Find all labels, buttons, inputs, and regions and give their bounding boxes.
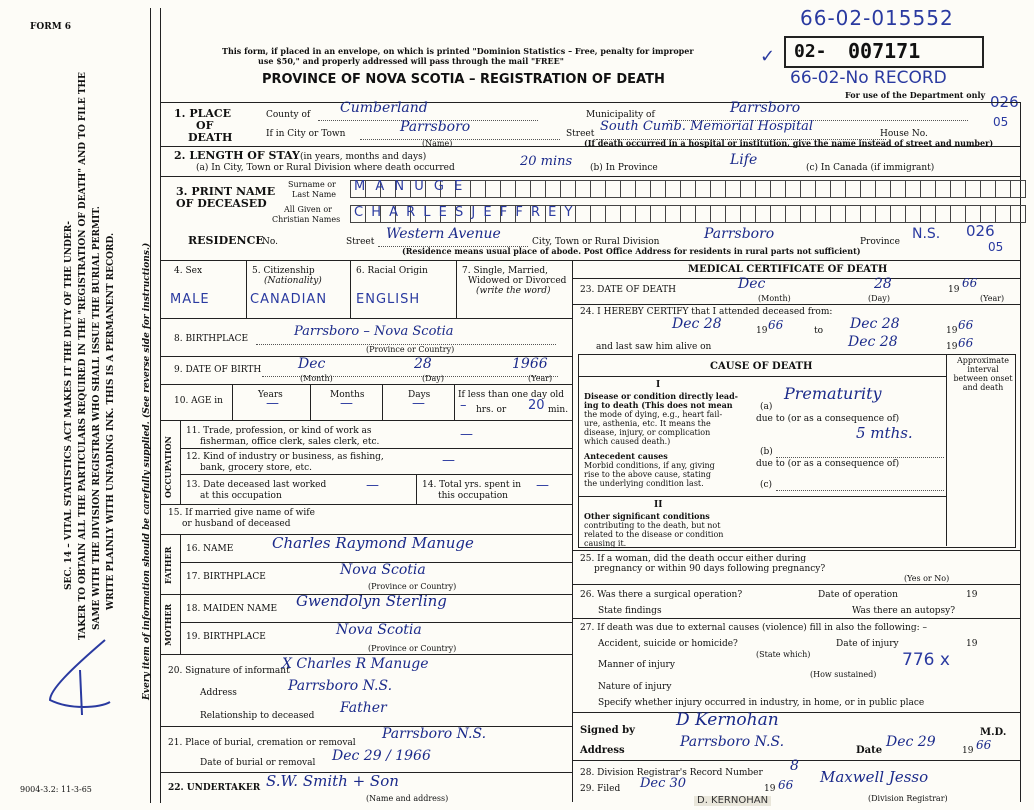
- cause-a-interval: 5 mths.: [856, 424, 913, 442]
- dob-day-hint: (Day): [422, 374, 444, 383]
- stay-sub: (in years, months and days): [300, 152, 427, 162]
- residence-city-label: City, Town or Rural Division: [532, 237, 660, 247]
- undertaker-label: 22. UNDERTAKER: [168, 783, 261, 793]
- last-saw-value: Dec 28: [848, 334, 898, 350]
- due-to-2: due to (or as a consequence of): [756, 459, 900, 469]
- age-months-label: Months: [330, 390, 365, 400]
- stay-b-value: Life: [730, 152, 758, 168]
- street-label: Street: [566, 129, 595, 139]
- other-1: Other significant conditions: [584, 511, 710, 521]
- father-birthplace-label: 17. BIRTHPLACE: [186, 572, 266, 582]
- sig-date-year: 66: [976, 738, 992, 752]
- dob-month-hint: (Month): [300, 374, 333, 383]
- cause-c-line: [776, 490, 944, 491]
- father-side-div: [180, 534, 181, 594]
- state-which: (State which): [756, 650, 811, 659]
- place-label-3: DEATH: [188, 131, 233, 144]
- q23-label: 23. DATE OF DEATH: [580, 285, 676, 295]
- cause-b-label: (b): [760, 447, 773, 457]
- county-label: County of: [266, 110, 311, 120]
- other-4: causing it.: [584, 539, 627, 548]
- reg-prefix: 02-: [794, 41, 827, 62]
- autopsy-label: Was there an autopsy?: [852, 606, 956, 616]
- attend-to: Dec 28: [850, 316, 900, 332]
- birthplace-hint: (Province or Country): [366, 345, 455, 354]
- age-div-2: [310, 384, 311, 420]
- attend-from: Dec 28: [672, 316, 722, 332]
- informant-address-value: Parrsboro N.S.: [288, 678, 393, 694]
- sig-date-label: Date: [856, 745, 883, 756]
- q13-dash: —: [366, 478, 379, 493]
- q11-dash: —: [460, 427, 473, 442]
- mother-maiden-label: 18. MAIDEN NAME: [186, 604, 278, 614]
- frame-top: [160, 102, 1020, 103]
- row-divider-3: [160, 260, 1020, 261]
- surname-value: M A N U G E: [354, 179, 466, 194]
- side-scribble: [30, 630, 120, 720]
- antecedent-4: the underlying condition last.: [584, 479, 704, 488]
- cause-a-label: (a): [760, 402, 773, 412]
- age-months-dash: —: [340, 396, 353, 411]
- injury-date-label: Date of injury: [836, 639, 899, 649]
- interval-div: [946, 354, 947, 546]
- handwritten-reference: 66-02-No RECORD: [790, 68, 947, 88]
- informant-address-label: Address: [200, 688, 237, 698]
- dob-label: 9. DATE OF BIRTH: [174, 365, 262, 375]
- row-divider-6: [160, 384, 572, 385]
- mother-side-label: MOTHER: [163, 603, 173, 646]
- hospital-note: (If death occurred in a hospital or institution, give the name instead of street and number): [584, 138, 994, 148]
- age-div-1: [232, 384, 233, 420]
- op-date-prefix: 19: [966, 590, 978, 600]
- q26-label: 26. Was there a surgical operation?: [580, 590, 743, 600]
- q14-dash: —: [536, 478, 549, 493]
- manner-label: Manner of injury: [598, 660, 675, 670]
- other-3: related to the disease or condition: [584, 530, 724, 539]
- burial-place-label: 21. Place of burial, cremation or removal: [168, 738, 356, 748]
- age-label: 10. AGE in: [174, 396, 223, 406]
- envelope-note-1: This form, if placed in an envelope, on which is printed "Dominion Statistics – Free, penalty for improper: [222, 46, 694, 56]
- father-birthplace-hint: (Province or Country): [368, 582, 457, 591]
- undertaker-value: S.W. Smith + Son: [266, 772, 399, 790]
- given-label-1: All Given or: [284, 205, 332, 214]
- sex-label: 4. Sex: [174, 266, 203, 276]
- birthplace-label: 8. BIRTHPLACE: [174, 334, 249, 344]
- cause-a-value: Prematurity: [784, 384, 882, 403]
- q14-line-2: this occupation: [438, 491, 508, 501]
- q12-line-1: 12. Kind of industry or business, as fishing,: [186, 452, 384, 462]
- marital-label-3: (write the word): [476, 286, 551, 296]
- informant-sig-label: 20. Signature of informant: [168, 666, 290, 676]
- q25-hint: (Yes or No): [904, 574, 950, 583]
- registrar-value: Maxwell Jesso: [820, 768, 929, 786]
- specify-label: Specify whether injury occurred in industry, in home, or in public place: [598, 698, 925, 708]
- sig-address-value: Parrsboro N.S.: [680, 734, 785, 750]
- stay-c-label: (c) In Canada (if immigrant): [806, 163, 935, 173]
- city-value: Parrsboro: [400, 119, 471, 135]
- other-2: contributing to the death, but not: [584, 521, 721, 530]
- dob-day: 28: [414, 356, 432, 372]
- name-label-2: OF DECEASED: [176, 197, 267, 210]
- age-years-dash: —: [266, 396, 279, 411]
- informant-relationship-label: Relationship to deceased: [200, 711, 315, 721]
- age-days-label: Days: [408, 390, 431, 400]
- statute-line-1: SEC. 14 – VITAL STATISTICS ACT MAKES IT THE DUTY OF THE UNDER-: [64, 221, 74, 590]
- municipality-value: Parrsboro: [730, 100, 801, 116]
- immediate-1: Disease or condition directly lead-: [584, 391, 738, 401]
- occ-div-3: [416, 474, 417, 504]
- attend-to-prefix: 19: [946, 326, 958, 336]
- q29-label: 29. Filed: [580, 784, 621, 794]
- md-label: M.D.: [980, 727, 1007, 738]
- municipality-label: Municipality of: [586, 110, 655, 120]
- q27-label: 27. If death was due to external causes (violence) fill in also the following: –: [580, 623, 928, 633]
- father-side-label: FATHER: [163, 546, 173, 584]
- immediate-3: the mode of dying, e.g., heart fail-: [584, 410, 723, 419]
- sex-value: MALE: [170, 292, 210, 307]
- mother-birthplace-label: 19. BIRTHPLACE: [186, 632, 266, 642]
- q14-line-1: 14. Total yrs. spent in: [422, 480, 521, 490]
- citizenship-value: CANADIAN: [250, 292, 328, 307]
- check-mark: ✓: [760, 46, 776, 67]
- spouse-label-1: 15. If married give name of wife: [168, 508, 315, 518]
- injury-date-prefix: 19: [966, 639, 978, 649]
- less-day-3: min.: [548, 405, 569, 415]
- q11-line-2: fisherman, office clerk, sales clerk, etc.: [200, 437, 380, 447]
- nature-label: Nature of injury: [598, 682, 672, 692]
- last-saw-prefix: 19: [946, 342, 958, 352]
- state-findings: State findings: [598, 606, 662, 616]
- antecedent-1: Antecedent causes: [584, 451, 668, 461]
- form-title: PROVINCE OF NOVA SCOTIA – REGISTRATION OF DEATH: [262, 72, 665, 87]
- row-divider-11: [160, 654, 572, 655]
- attend-from-year: 66: [768, 318, 784, 332]
- residence-note: (Residence means usual place of abode. Post Office Address for residents in rural parts not sufficient): [402, 246, 861, 256]
- occ-div-1: [180, 448, 572, 449]
- racial-label: 6. Racial Origin: [356, 266, 428, 276]
- stay-b-label: (b) In Province: [590, 163, 658, 173]
- med-div-5: [572, 618, 1020, 619]
- given-value: C H A R L E S J E F F R E Y: [354, 205, 575, 220]
- accident-label: Accident, suicide or homicide?: [598, 639, 738, 649]
- age-years-label: Years: [258, 390, 283, 400]
- city-label: If in City or Town: [266, 129, 346, 139]
- age-div-3: [382, 384, 383, 420]
- roman-1: I: [656, 380, 661, 390]
- to-label: to: [814, 326, 824, 336]
- cause-heading: CAUSE OF DEATH: [710, 361, 813, 372]
- interval-heading: Approximate interval between onset and death: [953, 356, 1013, 392]
- div-4-5: [246, 260, 247, 318]
- filed-value: Dec 30: [640, 776, 687, 791]
- immediate-4: ure, asthenia, etc. It means the: [584, 419, 711, 428]
- q13-line-1: 13. Date deceased last worked: [186, 480, 327, 490]
- name-label-1: 3. PRINT NAME: [176, 185, 276, 198]
- mother-maiden-value: Gwendolyn Sterling: [296, 592, 447, 610]
- father-name-value: Charles Raymond Manuge: [272, 534, 474, 552]
- center-divider: [572, 260, 573, 802]
- left-border: [160, 8, 161, 803]
- mother-birthplace-value: Nova Scotia: [336, 622, 422, 638]
- med-div-2: [572, 304, 1020, 305]
- registrar-hint: (Division Registrar): [868, 794, 948, 803]
- attend-to-year: 66: [958, 318, 974, 332]
- row-divider-5: [160, 356, 572, 357]
- signed-label: Signed by: [580, 725, 635, 736]
- age-div-4: [454, 384, 455, 420]
- citizenship-sub: (Nationality): [264, 276, 322, 286]
- attend-from-prefix: 19: [756, 326, 768, 336]
- street-value: South Cumb. Memorial Hospital: [600, 119, 814, 134]
- dob-month: Dec: [298, 356, 326, 372]
- form-code: 9004-3.2: 11-3-65: [20, 785, 92, 794]
- residence-code-05: 05: [988, 240, 1004, 254]
- printed-name: D. KERNOHAN: [694, 796, 771, 806]
- cause-div-2: [578, 496, 946, 497]
- residence-no-label: No.: [262, 237, 278, 247]
- place-label-2: OF: [196, 119, 214, 132]
- stay-label: 2. LENGTH OF STAY: [174, 149, 300, 162]
- q11-line-1: 11. Trade, profession, or kind of work as: [186, 426, 372, 436]
- immediate-2: ing to death (This does not mean: [584, 400, 733, 410]
- dob-year: 1966: [512, 356, 548, 372]
- q25-line-2: pregnancy or within 90 days following pregnancy?: [594, 564, 826, 574]
- form-number: FORM 6: [30, 22, 72, 32]
- occupation-side-label: OCCUPATION: [163, 436, 173, 498]
- city-line: [360, 139, 560, 140]
- q12-dash: —: [442, 453, 455, 468]
- med-div-4: [572, 584, 1020, 585]
- reg-number: 007171: [848, 39, 921, 63]
- info-note: Every item of information should be carefully supplied. (See reverse side for instructions.): [142, 242, 152, 700]
- q24-label: 24. I HEREBY CERTIFY that I attended deceased from:: [580, 307, 833, 317]
- informant-relationship-value: Father: [340, 700, 387, 716]
- residence-city-value: Parrsboro: [704, 226, 775, 242]
- undertaker-hint: (Name and address): [366, 794, 449, 803]
- envelope-note-2: use $50," and properly addressed will pass through the mail "FREE": [258, 56, 564, 66]
- death-year: 66: [962, 276, 978, 290]
- city-name-hint: (Name): [422, 139, 453, 148]
- death-day: 28: [874, 276, 892, 292]
- father-birthplace-value: Nova Scotia: [340, 562, 426, 578]
- less-day-2: hrs. or: [476, 405, 507, 415]
- statute-line-2: TAKER TO OBTAIN ALL THE PARTICULARS REQUIRED IN THE "REGISTRATION OF DEATH" AND TO FILE THE: [78, 72, 88, 640]
- age-days-dash: —: [412, 396, 425, 411]
- place-label-1: 1. PLACE: [174, 107, 231, 120]
- roman-2: II: [654, 500, 663, 510]
- row-divider-7: [160, 420, 572, 421]
- filed-prefix: 19: [764, 784, 776, 794]
- med-div-3: [572, 550, 1020, 551]
- racial-value: ENGLISH: [356, 292, 421, 307]
- due-to-1: due to (or as a consequence of): [756, 414, 900, 424]
- residence-code-026: 026: [966, 222, 995, 240]
- code-05: 05: [993, 115, 1009, 129]
- death-month-hint: (Month): [758, 294, 791, 303]
- row-divider-12: [160, 726, 572, 727]
- residence-province-value: N.S.: [912, 226, 941, 242]
- med-div-6: [572, 712, 1020, 713]
- med-div-1: [572, 278, 1020, 279]
- antecedent-3: rise to the above cause, stating: [584, 470, 711, 479]
- less-day-1: If less than one day old: [458, 390, 565, 400]
- given-label-2: Christian Names: [272, 215, 341, 224]
- residence-label: RESIDENCE: [188, 234, 264, 247]
- informant-sig-value: X Charles R Manuge: [282, 656, 429, 672]
- stay-a-value: 20 mins: [520, 154, 573, 169]
- occupation-side-div: [180, 420, 181, 504]
- less-day-mins: 20: [528, 398, 545, 413]
- citizenship-label: 5. Citizenship: [252, 266, 315, 276]
- div-6-7: [456, 260, 457, 318]
- top-stamp-number: 66-02-015552: [800, 6, 954, 30]
- sig-date-value: Dec 29: [886, 734, 936, 750]
- marital-label-2: Widowed or Divorced: [468, 276, 567, 286]
- stay-a-label: (a) In City, Town or Rural Division where death occurred: [196, 163, 455, 173]
- q13-line-2: at this occupation: [200, 491, 282, 501]
- medical-heading: MEDICAL CERTIFICATE OF DEATH: [688, 264, 888, 275]
- signed-value: D Kernohan: [676, 710, 779, 730]
- birthplace-value: Parrsboro – Nova Scotia: [294, 324, 454, 339]
- sig-date-prefix: 19: [962, 746, 974, 756]
- mother-birthplace-hint: (Province or Country): [368, 644, 457, 653]
- div-5-6: [350, 260, 351, 318]
- death-day-hint: (Day): [868, 294, 890, 303]
- burial-date-label: Date of burial or removal: [200, 758, 316, 768]
- residence-street-value: Western Avenue: [386, 226, 501, 242]
- cause-c-label: (c): [760, 480, 773, 490]
- row-divider-4: [160, 318, 572, 319]
- spouse-label-2: or husband of deceased: [182, 519, 291, 529]
- statute-line-3: SAME WITH THE DIVISION REGISTRAR WHO SHALL ISSUE THE BURIAL PERMIT.: [92, 206, 102, 630]
- county-value: Cumberland: [340, 100, 428, 116]
- dob-year-hint: (Year): [528, 374, 553, 383]
- cause-b-line: [776, 457, 944, 458]
- row-divider-8: [160, 504, 572, 505]
- surname-label-2: Last Name: [292, 190, 337, 199]
- filed-year: 66: [778, 778, 794, 792]
- code-026: 026: [990, 93, 1019, 111]
- house-label: House No.: [880, 129, 928, 139]
- death-year-hint: (Year): [980, 294, 1005, 303]
- immediate-6: which caused death.): [584, 437, 671, 446]
- residence-province-label: Province: [860, 237, 900, 247]
- department-use-note: For use of the Department only: [845, 90, 986, 100]
- death-month: Dec: [738, 276, 766, 292]
- last-saw-year: 66: [958, 336, 974, 350]
- immediate-5: disease, injury, or complication: [584, 428, 711, 437]
- marital-label-1: 7. Single, Married,: [462, 266, 548, 276]
- antecedent-2: Morbid conditions, if any, giving: [584, 461, 715, 470]
- residence-street-label: Street: [346, 237, 375, 247]
- mother-side-div: [180, 594, 181, 654]
- sig-address-label: Address: [580, 745, 625, 756]
- death-year-prefix: 19: [948, 285, 960, 295]
- statute-line-4: WRITE PLAINLY WITH UNFADING INK. THIS IS A PERMANENT RECORD.: [106, 232, 116, 610]
- op-date-label: Date of operation: [818, 590, 898, 600]
- burial-date-value: Dec 29 / 1966: [332, 748, 431, 764]
- occ-div-2: [180, 474, 572, 475]
- injury-code: 776 x: [902, 650, 950, 670]
- q25-line-1: 25. If a woman, did the death occur either during: [580, 554, 807, 564]
- q12-line-2: bank, grocery store, etc.: [200, 463, 313, 473]
- burial-place-value: Parrsboro N.S.: [382, 726, 487, 742]
- row-divider-2: [160, 176, 1020, 177]
- father-name-label: 16. NAME: [186, 544, 234, 554]
- surname-label-1: Surname or: [288, 180, 336, 189]
- how-sustained: (How sustained): [810, 670, 877, 679]
- q28-label: 28. Division Registrar's Record Number: [580, 768, 763, 778]
- cause-div-1: [578, 376, 946, 377]
- record-value: 8: [790, 758, 799, 774]
- less-day-hrs-dash: –: [460, 398, 467, 413]
- last-saw-label: and last saw him alive on: [596, 342, 712, 352]
